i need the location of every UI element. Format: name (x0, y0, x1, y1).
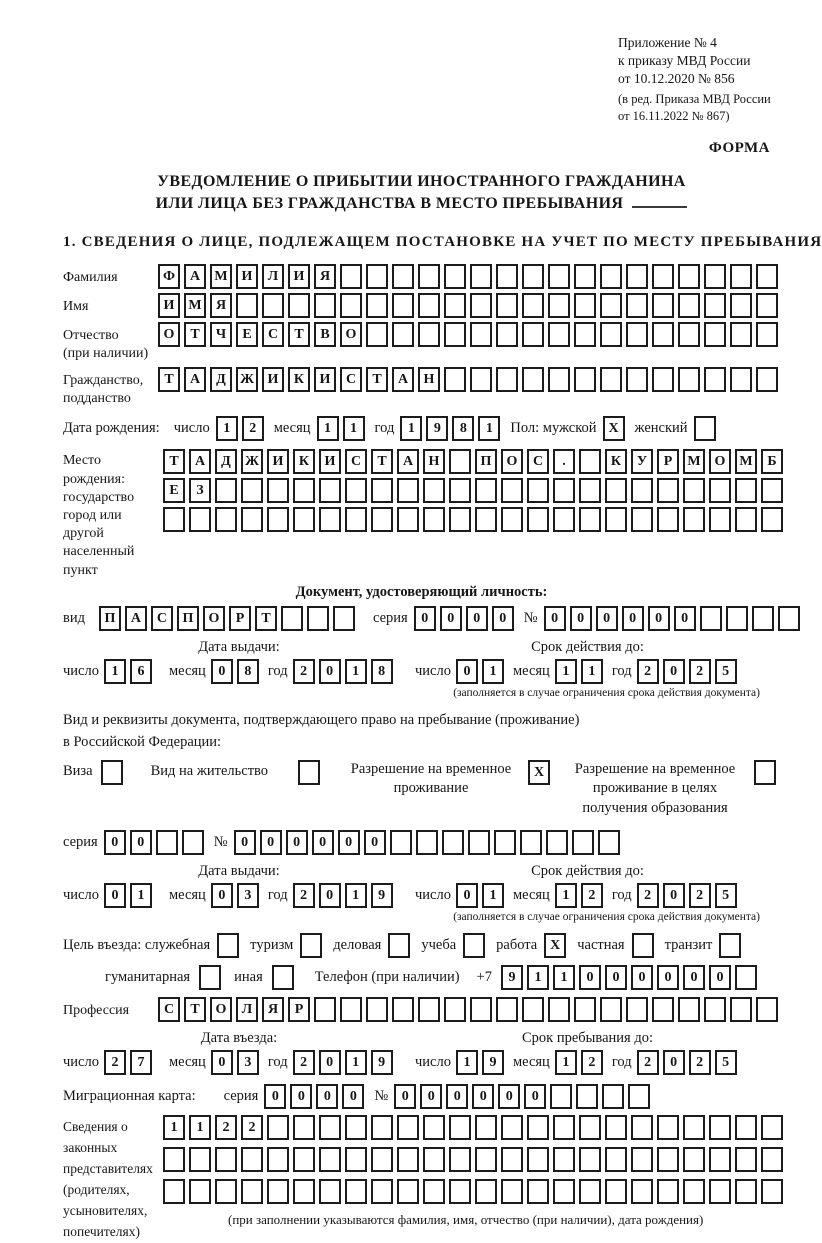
phone-prefix: +7 (476, 969, 492, 986)
purpose-commercial-label: деловая (333, 937, 382, 954)
year-label: год (267, 887, 288, 904)
purpose-tourism-checkbox[interactable] (300, 933, 326, 958)
section-1-heading: 1. СВЕДЕНИЯ О ЛИЦЕ, ПОДЛЕЖАЩЕМ ПОСТАНОВКЕ НА УЧЕТ ПО МЕСТУ ПРЕБЫВАНИЯ (63, 233, 822, 250)
legal-reps-boxes-row3[interactable] (163, 1179, 787, 1204)
residence-permit-checkbox[interactable] (298, 760, 324, 785)
entry-day-boxes[interactable]: 2 7 (104, 1050, 156, 1075)
residence-issue-day-boxes[interactable]: 0 1 (104, 883, 156, 908)
legal-reps-block (63, 1115, 780, 1243)
day-label: число (415, 662, 451, 679)
purpose-commercial-checkbox[interactable] (388, 933, 414, 958)
entry-year-boxes[interactable]: 2 0 1 9 (293, 1050, 397, 1075)
birth-place-label: Место рождения: государство город или другой населенный пункт (63, 453, 135, 578)
patronymic-boxes[interactable]: О Т Ч Е С Т В О (158, 322, 782, 347)
title-underline (632, 195, 687, 209)
valid-until-note: (заполняется в случае ограничения срока действия документа) (453, 911, 760, 924)
revision-line: (в ред. Приказа МВД России (618, 92, 771, 107)
purpose-private-checkbox[interactable] (632, 933, 658, 958)
day-label: число (415, 1054, 451, 1071)
sex-label: Пол: мужской (510, 420, 597, 437)
appendix-block (618, 34, 780, 124)
identity-doc-number-boxes[interactable]: 0 0 0 0 0 0 (544, 606, 804, 631)
number-sign: № (213, 834, 228, 851)
birth-date-row (63, 416, 780, 441)
sex-male-checkbox[interactable]: X (603, 416, 629, 441)
month-label: месяц (168, 1054, 206, 1071)
profession-label: Профессия (63, 1003, 130, 1019)
identity-valid-day-boxes[interactable]: 0 1 (456, 659, 508, 684)
visa-label: Виза (63, 762, 93, 779)
series-label: серия (372, 609, 408, 626)
appendix-line: Приложение № 4 (618, 35, 717, 50)
legal-reps-boxes-row1[interactable]: 1 1 2 2 (163, 1115, 787, 1140)
identity-doc-kind-boxes[interactable]: П А С П О Р Т (99, 606, 359, 631)
stay-day-boxes[interactable]: 1 9 (456, 1050, 508, 1075)
birth-place-row (63, 449, 780, 579)
month-label: месяц (168, 662, 206, 679)
purpose-humanitarian-label: гуманитарная (105, 969, 191, 986)
identity-valid-month-boxes[interactable]: 1 1 (555, 659, 607, 684)
legal-reps-label: Сведения о законных представителях (родителях, усыновителях, попечителях) (63, 1119, 153, 1240)
birth-date-label: Дата рождения: (63, 420, 160, 437)
purpose-tourism-label: туризм (250, 937, 294, 954)
purpose-transit-checkbox[interactable] (719, 933, 745, 958)
temp-residence-edu-checkbox[interactable] (754, 760, 780, 785)
residence-dates-block (63, 863, 780, 923)
purpose-work-label: работа (496, 937, 538, 954)
year-label: год (267, 662, 288, 679)
identity-dates-block (63, 639, 780, 699)
birth-place-boxes-row3[interactable] (163, 507, 787, 532)
day-label: число (63, 1054, 99, 1071)
valid-until-heading: Срок действия до: (531, 638, 644, 655)
revision-line: от 16.11.2022 № 867) (618, 108, 730, 123)
form-word: ФОРМА (708, 139, 770, 156)
identity-valid-year-boxes[interactable]: 2 0 2 5 (637, 659, 741, 684)
surname-label: Фамилия (63, 269, 118, 285)
series-label: серия (223, 1088, 259, 1105)
residence-issue-month-boxes[interactable]: 0 3 (211, 883, 263, 908)
residence-valid-year-boxes[interactable]: 2 0 2 5 (637, 883, 741, 908)
residence-issue-year-boxes[interactable]: 2 0 1 9 (293, 883, 397, 908)
number-sign: № (523, 609, 538, 626)
temp-residence-edu-label: Разрешение на временное проживание в целях получения образования (574, 760, 736, 816)
temp-residence-label: Разрешение на временное проживание (350, 760, 512, 797)
identity-doc-heading: Документ, удостоверяющий личность: (295, 583, 548, 600)
appendix-line: к приказу МВД России (618, 52, 751, 68)
purpose-other-checkbox[interactable] (272, 965, 298, 990)
residence-doc-series-boxes[interactable]: 0 0 (104, 830, 208, 855)
month-label: месяц (273, 420, 311, 437)
visa-checkbox[interactable] (101, 760, 127, 785)
identity-issue-year-boxes[interactable]: 2 0 1 8 (293, 659, 397, 684)
entry-purpose-row-2 (105, 965, 780, 990)
birth-place-boxes-row1[interactable]: Т А Д Ж И К И С Т А Н П О С . К У Р М О М Б (163, 449, 787, 474)
year-label: год (611, 1054, 632, 1071)
purpose-private-label: частная (577, 937, 625, 954)
year-label: год (374, 420, 395, 437)
year-label: год (267, 1054, 288, 1071)
citizenship-label: Гражданство, подданство (63, 373, 144, 407)
number-sign: № (374, 1088, 389, 1105)
purpose-study-label: учеба (421, 937, 457, 954)
valid-until-note: (заполняется в случае ограничения срока действия документа) (453, 686, 760, 699)
phone-label: Телефон (при наличии) (314, 969, 460, 986)
residence-doc-number-boxes[interactable]: 0 0 0 0 0 0 (234, 830, 624, 855)
given-name-row (63, 293, 780, 318)
surname-boxes[interactable]: Ф А М И Л И Я (158, 264, 782, 289)
identity-issue-day-boxes[interactable]: 1 6 (104, 659, 156, 684)
birth-day-boxes[interactable]: 1 2 (216, 416, 268, 441)
identity-doc-row (63, 606, 780, 631)
entry-date-heading: Дата въезда: (200, 1030, 278, 1047)
entry-purpose-row (63, 933, 780, 958)
given-name-label: Имя (63, 298, 89, 314)
temp-residence-checkbox[interactable]: X (528, 760, 554, 785)
title-line-1: УВЕДОМЛЕНИЕ О ПРИБЫТИИ ИНОСТРАННОГО ГРАЖДАНИНА (157, 172, 686, 190)
residence-valid-month-boxes[interactable]: 1 2 (555, 883, 607, 908)
month-label: месяц (512, 1054, 550, 1071)
valid-until-heading: Срок действия до: (531, 863, 644, 880)
migration-card-label: Миграционная карта: (63, 1088, 196, 1105)
day-label: число (63, 662, 99, 679)
purpose-other-label: иная (234, 969, 263, 986)
purpose-transit-label: транзит (664, 937, 713, 954)
doc-kind-label: вид (63, 609, 85, 626)
year-label: год (611, 662, 632, 679)
birth-year-boxes[interactable]: 1 9 8 1 (400, 416, 504, 441)
sex-female-checkbox[interactable] (694, 416, 720, 441)
residence-valid-day-boxes[interactable]: 0 1 (456, 883, 508, 908)
patronymic-row (63, 322, 780, 363)
female-label: женский (634, 420, 688, 437)
day-label: число (63, 887, 99, 904)
stay-until-heading: Срок пребывания до: (522, 1030, 653, 1047)
stay-year-boxes[interactable]: 2 0 2 5 (637, 1050, 741, 1075)
issue-date-heading: Дата выдачи: (198, 863, 280, 880)
patronymic-label: Отчество (при наличии) (63, 327, 149, 361)
residence-doc-paragraph: Вид и реквизиты документа, подтверждающего право на пребывание (проживание) в Российской Федерации: (63, 711, 580, 751)
legal-reps-boxes-row2[interactable] (163, 1147, 787, 1172)
citizenship-boxes[interactable]: Т А Д Ж И К И С Т А Н (158, 367, 782, 392)
title-line-2: ИЛИ ЛИЦА БЕЗ ГРАЖДАНСТВА В МЕСТО ПРЕБЫВАНИЯ (63, 193, 780, 215)
given-name-boxes[interactable]: И М Я (158, 293, 782, 318)
purpose-business-checkbox[interactable] (217, 933, 243, 958)
legal-reps-note: (при заполнении указываются фамилия, имя, отчество (при наличии), дата рождения) (228, 1212, 704, 1228)
migration-card-row (63, 1084, 780, 1109)
migration-card-series-boxes[interactable]: 0 0 0 0 (264, 1084, 368, 1109)
migration-card-number-boxes[interactable]: 0 0 0 0 0 0 (394, 1084, 654, 1109)
appendix-line: от 10.12.2020 № 856 (618, 70, 735, 86)
issue-date-heading: Дата выдачи: (198, 638, 280, 655)
year-label: год (611, 887, 632, 904)
identity-issue-month-boxes[interactable]: 0 8 (211, 659, 263, 684)
birth-place-boxes-row2[interactable]: Е З (163, 478, 787, 503)
residence-doc-types-row (63, 760, 780, 819)
series-label: серия (63, 834, 98, 851)
purpose-humanitarian-checkbox[interactable] (199, 965, 225, 990)
phone-number-boxes[interactable]: 9 1 1 0 0 0 0 0 0 (501, 965, 761, 990)
residence-doc-series-row (63, 830, 780, 855)
entry-purpose-label: Цель въезда: служебная (63, 937, 211, 954)
profession-row (63, 997, 780, 1022)
profession-boxes[interactable]: С Т О Л Я Р (158, 997, 782, 1022)
entry-month-boxes[interactable]: 0 3 (211, 1050, 263, 1075)
purpose-study-checkbox[interactable] (463, 933, 489, 958)
entry-dates-block (63, 1030, 780, 1075)
day-label: число (415, 887, 451, 904)
day-label: число (173, 420, 210, 437)
stay-month-boxes[interactable]: 1 2 (555, 1050, 607, 1075)
birth-month-boxes[interactable]: 1 1 (317, 416, 369, 441)
surname-row (63, 264, 780, 289)
month-label: месяц (512, 662, 550, 679)
identity-doc-series-boxes[interactable]: 0 0 0 0 (414, 606, 518, 631)
form-title (63, 171, 780, 216)
month-label: месяц (168, 887, 206, 904)
residence-permit-label: Вид на жительство (150, 762, 269, 779)
purpose-work-checkbox[interactable]: X (544, 933, 570, 958)
month-label: месяц (512, 887, 550, 904)
citizenship-row (63, 367, 780, 408)
